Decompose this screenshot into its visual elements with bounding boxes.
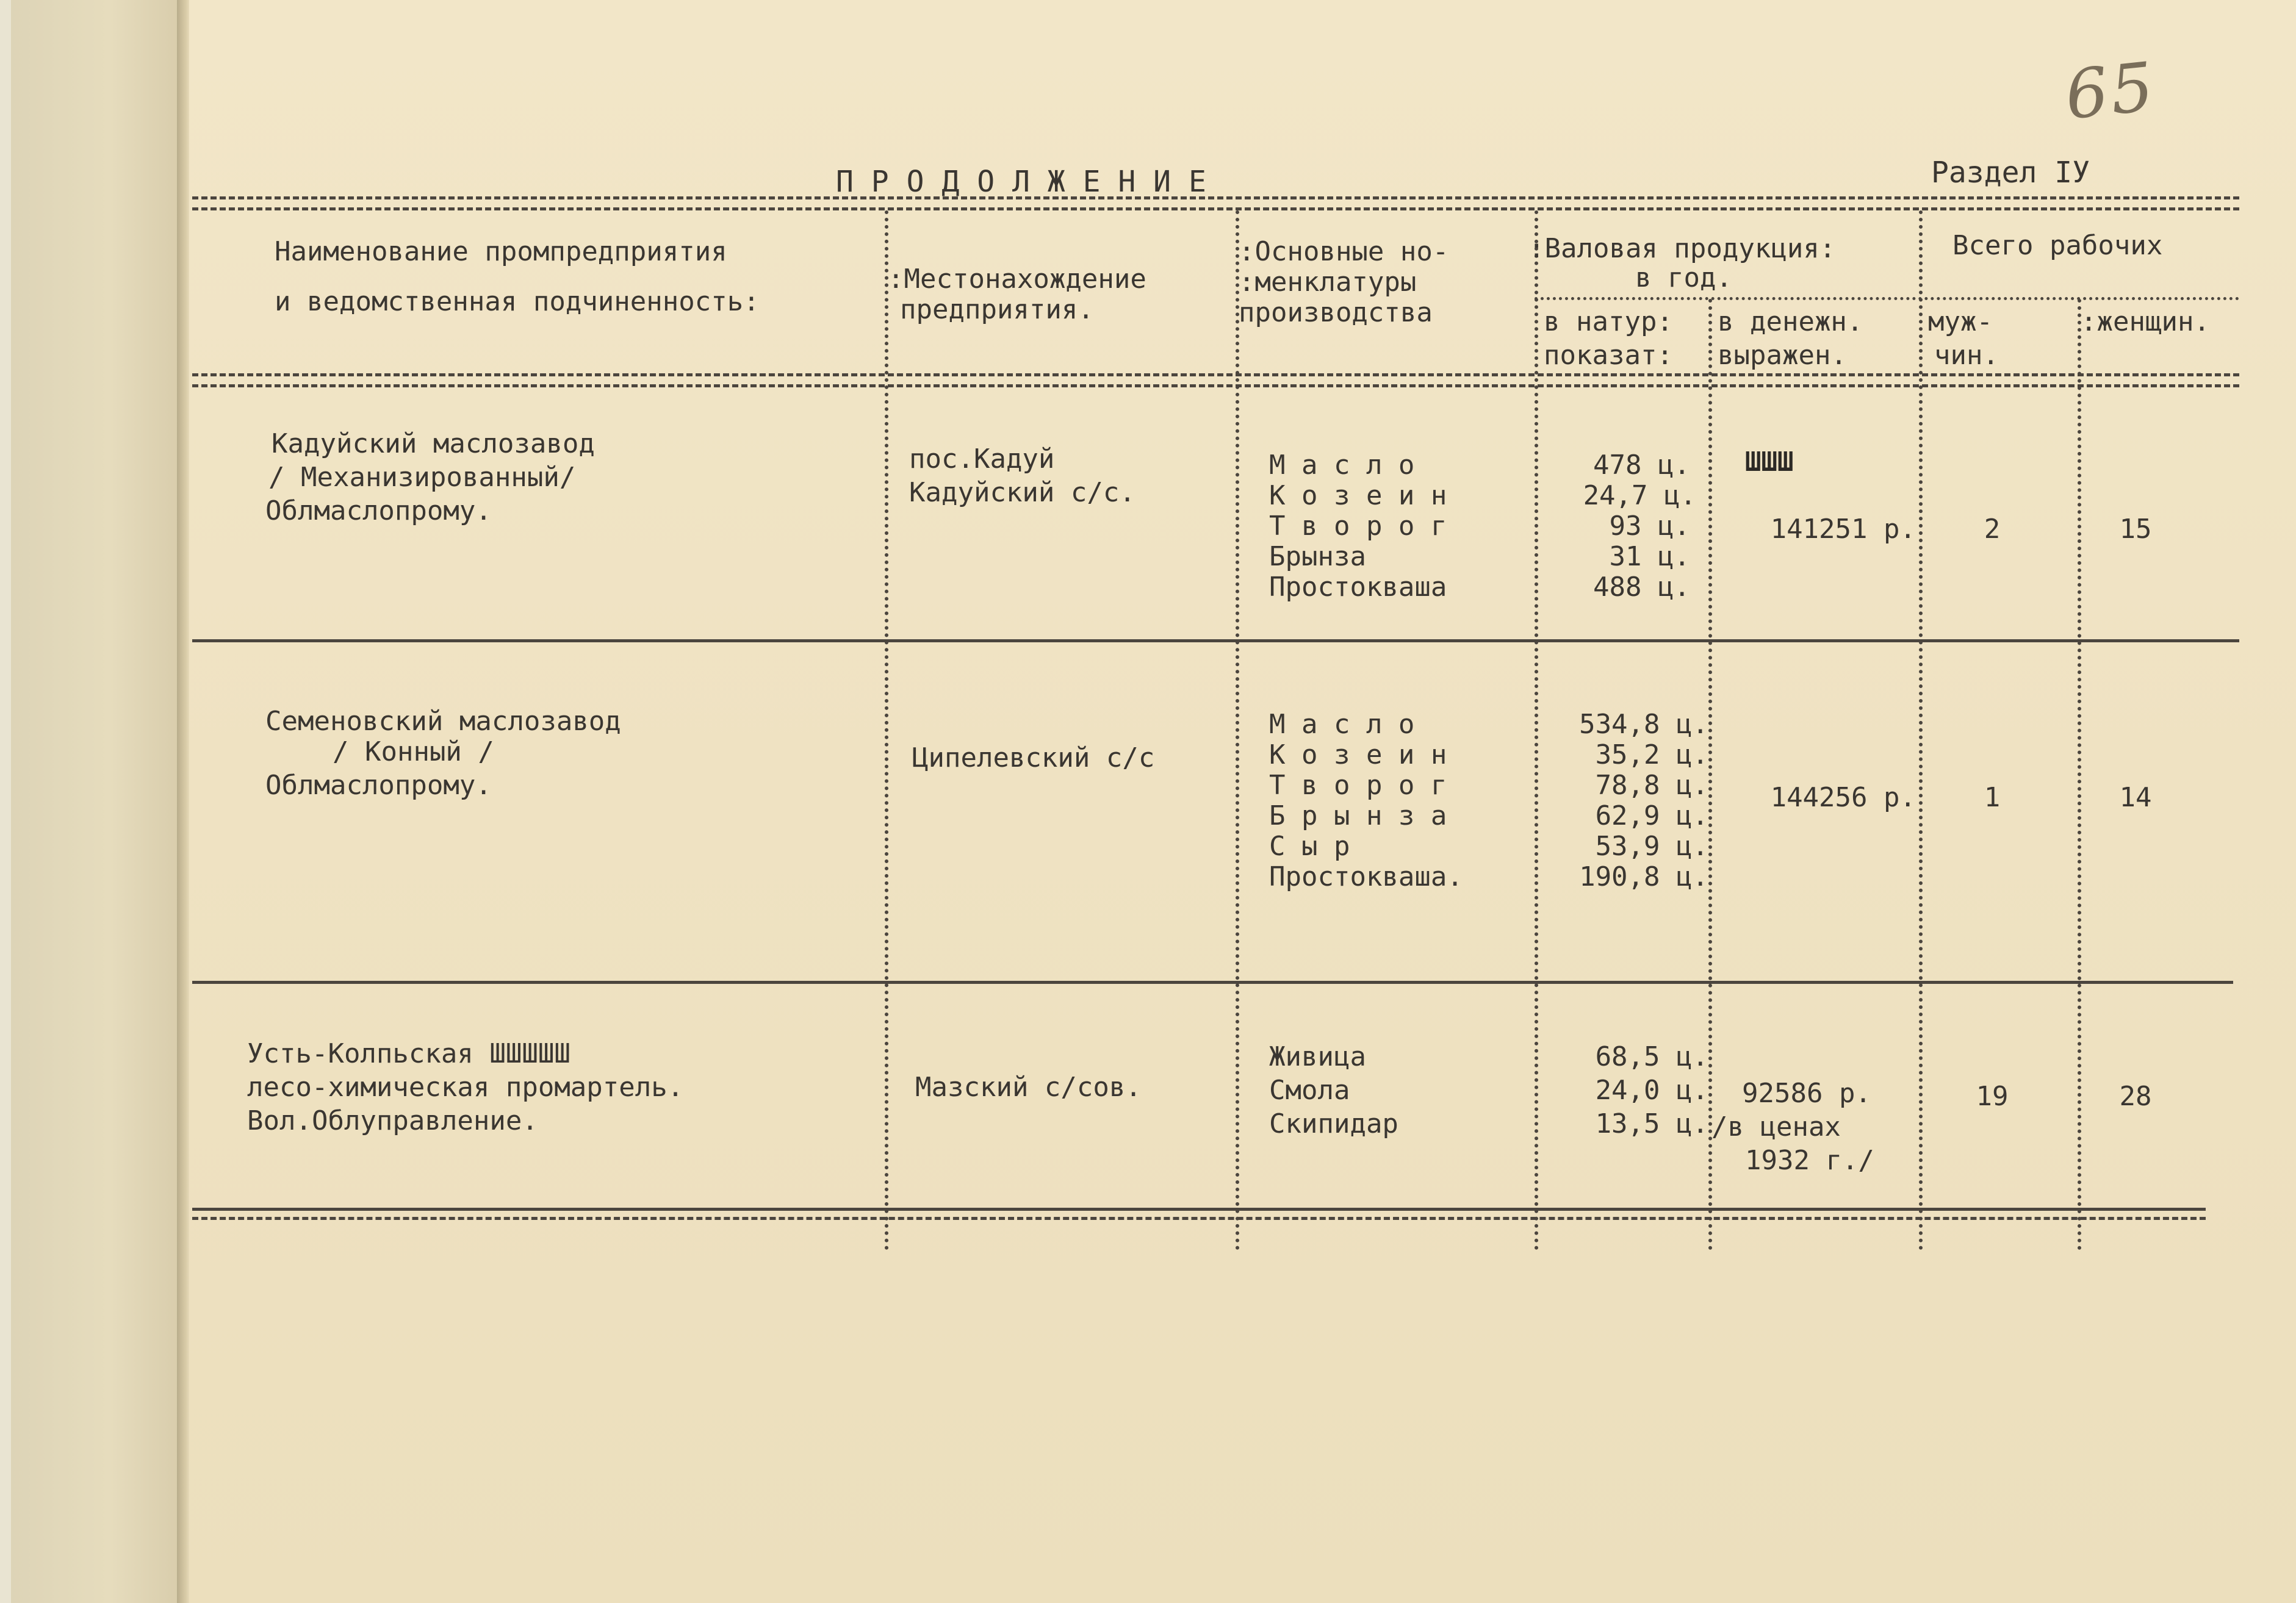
col-sep-location xyxy=(885,210,888,1250)
row2-natural-4: 62,9 ц. xyxy=(1595,800,1708,831)
row-separator-2 xyxy=(192,981,2233,984)
row3-name-line1: Усть-Колпьская ШШШШШ xyxy=(247,1038,570,1069)
header-bottom-rule xyxy=(192,373,2239,376)
row1-product-5: Простокваша xyxy=(1269,572,1447,603)
row2-natural-5: 53,9 ц. xyxy=(1595,831,1708,862)
row2-natural-6: 190,8 ц. xyxy=(1579,861,1708,892)
left-page-strip xyxy=(0,0,11,1603)
row2-product-1: М а с л о xyxy=(1269,709,1415,740)
left-page-edge xyxy=(0,0,183,1603)
row2-natural-1: 534,8 ц. xyxy=(1579,709,1708,740)
row1-name-line2: / Механизированный/ xyxy=(268,462,576,493)
row2-location: Ципелевский с/с xyxy=(912,742,1155,773)
header-location-line2: предприятия. xyxy=(900,294,1094,325)
row2-name-line3: Облмаслопрому. xyxy=(265,770,492,801)
row1-location-line1: пос.Кадуй xyxy=(909,443,1055,475)
row2-product-3: Т в о р о г xyxy=(1269,770,1447,801)
row3-natural-1: 68,5 ц. xyxy=(1595,1041,1708,1072)
header-nomenclature-line3: производства xyxy=(1239,297,1433,328)
folio-number: 65 xyxy=(2061,47,2160,135)
row-separator-1 xyxy=(192,639,2239,642)
header-men-line2: чин. xyxy=(1934,340,1999,371)
row3-money-line2: /в ценах xyxy=(1711,1111,1841,1142)
row3-product-3: Скипидар xyxy=(1269,1108,1398,1139)
table-top-rule xyxy=(192,196,2239,199)
row2-natural-3: 78,8 ц. xyxy=(1595,770,1708,801)
col-sep-nomenclature xyxy=(1236,210,1239,1250)
row3-name-line2: лесо-химическая промартель. xyxy=(247,1072,684,1103)
col-sep-workers xyxy=(1919,210,1923,1250)
col-sep-money xyxy=(1708,299,1712,1250)
header-output-line1: :Валовая продукция: xyxy=(1528,233,1836,264)
header-name-line2: и ведомственная подчиненность: xyxy=(275,286,760,317)
row3-product-1: Живица xyxy=(1269,1041,1366,1072)
table-bottom-rule-2 xyxy=(192,1217,2206,1220)
row3-natural-3: 13,5 ц. xyxy=(1595,1108,1708,1139)
row1-money: 141251 р. xyxy=(1770,514,1916,545)
row1-product-2: К о з е и н xyxy=(1269,480,1447,511)
table-top-rule-2 xyxy=(192,207,2239,210)
row1-natural-5: 488 ц. xyxy=(1593,572,1690,603)
row3-money-line1: 92586 р. xyxy=(1742,1078,1871,1109)
row2-men: 1 xyxy=(1984,782,2001,813)
row3-men: 19 xyxy=(1976,1081,2009,1112)
row3-women: 28 xyxy=(2119,1081,2152,1112)
header-money-line1: в денежн. xyxy=(1718,306,1863,337)
row1-natural-3: 93 ц. xyxy=(1609,511,1690,542)
header-nomenclature-line2: :менклатуры xyxy=(1239,267,1417,298)
header-workers: Всего рабочих xyxy=(1952,230,2163,261)
row1-struck-mark: ШШШ xyxy=(1745,446,1794,478)
header-output-line2: в год. xyxy=(1635,262,1732,293)
row2-money: 144256 р. xyxy=(1770,782,1916,813)
header-nomenclature-line1: :Основные но- xyxy=(1239,236,1449,267)
row1-name-line1: Кадуйский маслозавод xyxy=(272,428,595,459)
row2-women: 14 xyxy=(2119,782,2152,813)
row1-product-1: М а с л о xyxy=(1269,450,1415,481)
header-money-line2: выражен. xyxy=(1718,340,1847,371)
header-natural-line2: показат: xyxy=(1544,340,1673,371)
row2-name-line2: / Конный / xyxy=(333,736,494,767)
header-location-line1: :Местонахождение xyxy=(888,264,1146,295)
row2-product-5: С ы р xyxy=(1269,831,1350,862)
section-label: Раздел IУ xyxy=(1931,156,2090,190)
row3-location: Мазский с/сов. xyxy=(915,1072,1142,1103)
row2-product-6: Простокваша. xyxy=(1269,861,1463,892)
row1-natural-1: 478 ц. xyxy=(1593,450,1690,481)
row1-product-3: Т в о р о г xyxy=(1269,511,1447,542)
row2-name-line1: Семеновский маслозавод xyxy=(265,706,621,737)
row1-natural-2: 24,7 ц. xyxy=(1583,480,1696,511)
table-bottom-rule xyxy=(192,1208,2206,1211)
row3-money-line3: 1932 г./ xyxy=(1745,1145,1874,1176)
header-women: :женщин. xyxy=(2081,306,2210,337)
header-name-line1: Наименование промпредприятия xyxy=(275,236,727,267)
header-bottom-rule-2 xyxy=(192,384,2239,387)
col-sep-women xyxy=(2078,299,2081,1250)
row3-name-line3: Вол.Облуправление. xyxy=(247,1105,538,1136)
row1-location-line2: Кадуйский с/с. xyxy=(909,477,1135,508)
row2-product-2: К о з е и н xyxy=(1269,739,1447,770)
document-title: П Р О Д О Л Ж Е Н И Е xyxy=(836,165,1206,199)
row1-natural-4: 31 ц. xyxy=(1609,541,1690,572)
col-sep-output xyxy=(1535,210,1538,1250)
row1-men: 2 xyxy=(1984,514,2001,545)
row1-product-4: Брынза xyxy=(1269,541,1366,572)
row1-women: 15 xyxy=(2119,514,2152,545)
header-men-line1: муж- xyxy=(1928,306,1993,337)
row3-natural-2: 24,0 ц. xyxy=(1595,1075,1708,1106)
row2-natural-2: 35,2 ц. xyxy=(1595,739,1708,770)
output-subheader-rule xyxy=(1535,297,2239,300)
row2-product-4: Б р ы н з а xyxy=(1269,800,1447,831)
row1-name-line3: Облмаслопрому. xyxy=(265,495,492,526)
row3-product-2: Смола xyxy=(1269,1075,1350,1106)
header-natural-line1: в натур: xyxy=(1544,306,1673,337)
